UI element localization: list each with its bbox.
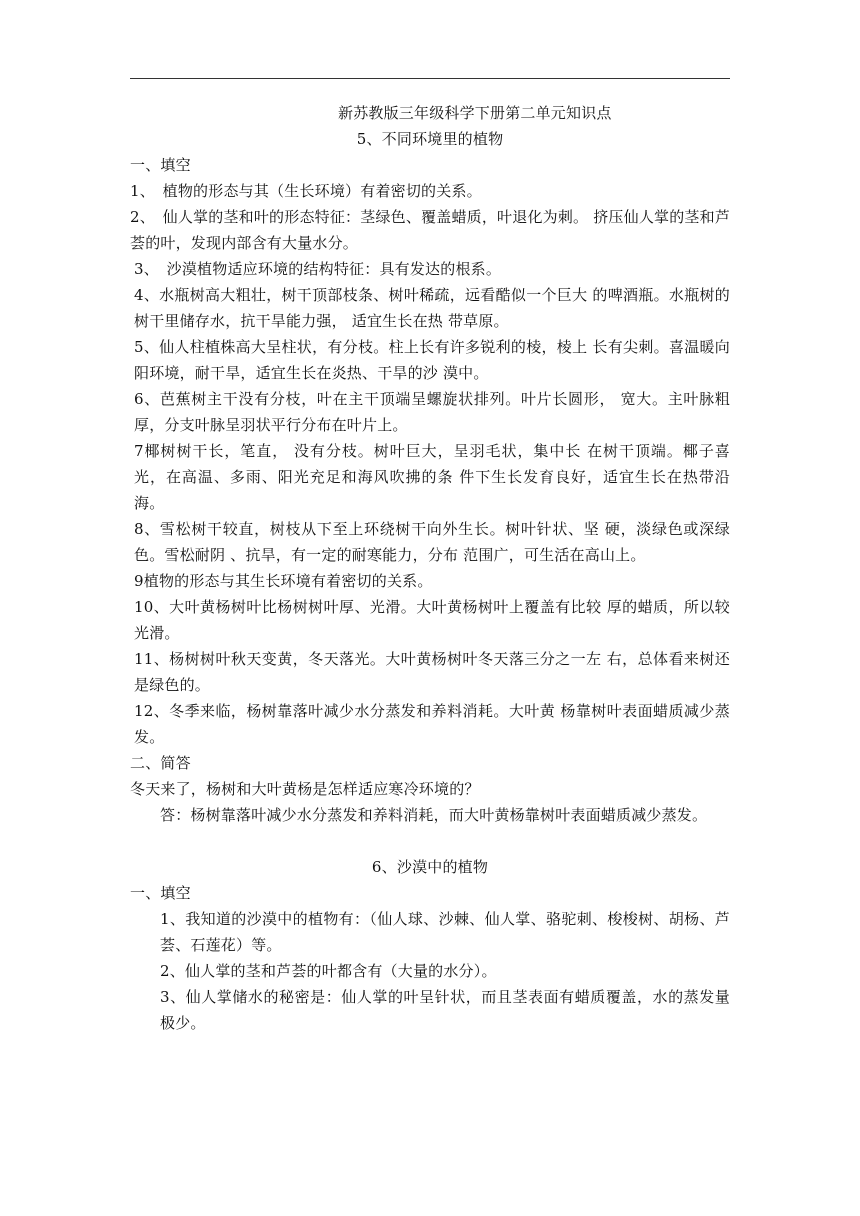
- lesson5-section2-heading: 二、简答: [130, 754, 191, 772]
- list-item: 12、冬季来临，杨树靠落叶减少水分蒸发和养料消耗。大叶黄 杨靠树叶表面蜡质减少蒸发。: [134, 702, 730, 746]
- list-item: 4、水瓶树高大粗壮，树干顶部枝条、树叶稀疏，远看酷似一个巨大 的啤酒瓶。水瓶树的树干里储存水，抗干旱能力强， 适宜生长在热 带草原。: [134, 286, 730, 330]
- list-item: 2、 仙人掌的茎和叶的形态特征：茎绿色、覆盖蜡质，叶退化为刺。 挤压仙人掌的茎和芦荟的叶，发现内部含有大量水分。: [130, 208, 731, 252]
- list-item: 6、芭蕉树主干没有分枝，叶在主干顶端呈螺旋状排列。叶片长圆形， 宽大。主叶脉粗厚，分支叶脉呈羽状平行分布在叶片上。: [134, 390, 730, 434]
- list-item: 1、 植物的形态与其（生长环境）有着密切的关系。: [130, 182, 482, 200]
- list-item: 2、仙人掌的茎和芦荟的叶都含有（大量的水分）。: [160, 962, 497, 980]
- list-item: 11、杨树树叶秋天变黄，冬天落光。大叶黄杨树叶冬天落三分之一左 右，总体看来树还是绿色的。: [134, 650, 730, 694]
- header-rule: [130, 78, 730, 79]
- answer-text: 答：杨树靠落叶减少水分蒸发和养料消耗，而大叶黄杨靠树叶表面蜡质减少蒸发。: [160, 806, 708, 824]
- document-title: 新苏教版三年级科学下册第二单元知识点: [338, 104, 612, 122]
- list-item: 3、仙人掌储水的秘密是：仙人掌的叶呈针状，而且茎表面有蜡质覆盖，水的蒸发量极少。: [160, 988, 730, 1032]
- list-item: 9植物的形态与其生长环境有着密切的关系。: [134, 572, 433, 590]
- document-body: [130, 100, 730, 1036]
- list-item: 10、大叶黄杨树叶比杨树树叶厚、光滑。大叶黄杨树叶上覆盖有比较 厚的蜡质，所以较光滑。: [134, 598, 730, 642]
- spacer: [130, 828, 730, 854]
- list-item: 3、 沙漠植物适应环境的结构特征：具有发达的根系。: [134, 260, 502, 278]
- list-item: 7椰树树干长，笔直， 没有分枝。树叶巨大，呈羽毛状，集中长 在树干顶端。椰子喜光，在高温、多雨、阳光充足和海风吹拂的条 件下生长发育良好，适宜生长在热带沿海。: [134, 442, 730, 512]
- lesson6-section1-heading: 一、填空: [130, 884, 191, 902]
- question-text: 冬天来了，杨树和大叶黄杨是怎样适应寒冷环境的？: [130, 780, 480, 798]
- lesson5-section1-heading: 一、填空: [130, 156, 191, 174]
- lesson5-title: 5、不同环境里的植物: [356, 130, 504, 148]
- list-item: 8、雪松树干较直，树枝从下至上环绕树干向外生长。树叶针状、坚 硬，淡绿色或深绿色。雪松耐阴 、抗旱，有一定的耐寒能力，分布 范围广，可生活在高山上。: [134, 520, 730, 564]
- list-item: 1、我知道的沙漠中的植物有：（仙人球、沙棘、仙人掌、骆驼刺、梭梭树、胡杨、芦荟、石莲花）等。: [160, 910, 730, 954]
- lesson6-title: 6、沙漠中的植物: [371, 858, 489, 876]
- list-item: 5、仙人柱植株高大呈柱状，有分枝。柱上长有许多锐利的棱，棱上 长有尖刺。喜温暖向阳环境，耐干旱，适宜生长在炎热、干旱的沙 漠中。: [134, 338, 730, 382]
